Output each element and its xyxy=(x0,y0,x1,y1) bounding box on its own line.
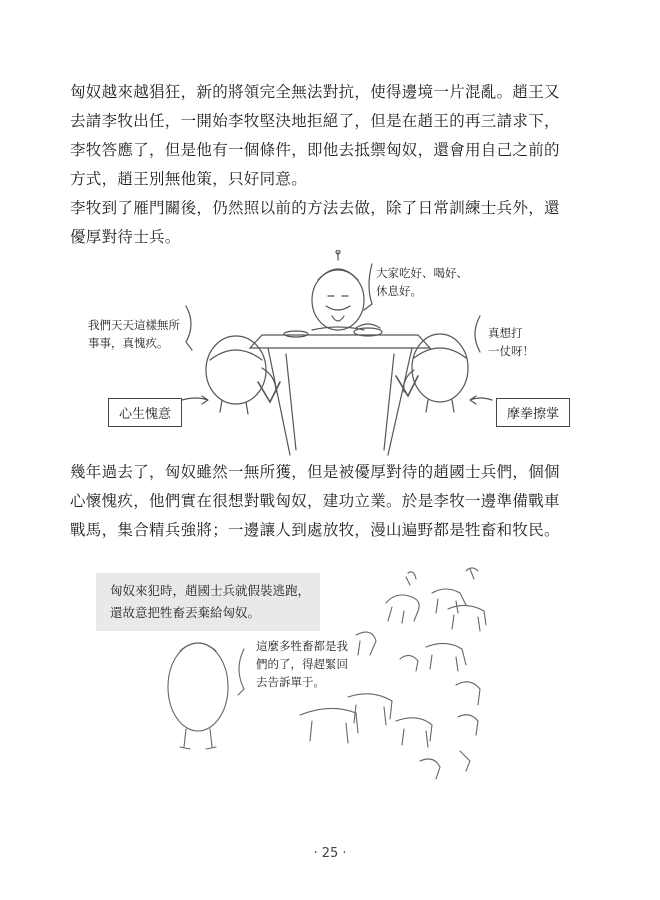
text-line: 優厚對待士兵。 xyxy=(70,228,181,246)
bubble-line: 們的了，得趕緊回 xyxy=(256,657,348,671)
bubble-line: 這麼多牲畜都是我 xyxy=(256,639,348,653)
general-figure xyxy=(312,250,364,330)
illustration-banquet xyxy=(0,250,660,460)
paragraph-years-later xyxy=(70,458,590,545)
bubble-line: 休息好。 xyxy=(376,284,422,298)
text-line: 方式，趙王別無他策，只好同意。 xyxy=(70,170,308,188)
text-line: 戰馬，集合精兵強將；一邊讓人到處放牧，漫山遍野都是牲畜和牧民。 xyxy=(70,521,560,539)
text-line: 心懷愧疚，他們實在很想對戰匈奴，建功立業。於是李牧一邊準備戰車 xyxy=(70,492,560,510)
bubble-line: 一仗呀！ xyxy=(488,344,534,358)
left-label-arrow xyxy=(182,396,208,404)
left-soldier-speech-bubble xyxy=(88,316,180,352)
page-number: · 25 · xyxy=(313,846,347,861)
illustration-livestock xyxy=(0,565,660,815)
right-soldier-speech-bubble xyxy=(488,324,534,360)
label-guilty-feeling: 心生愧意 xyxy=(108,398,182,427)
paragraph-intro xyxy=(70,78,590,252)
banquet-sketch xyxy=(0,250,660,460)
bubble-line: 大家吃好、喝好、 xyxy=(376,266,468,280)
xiongnu-soldier xyxy=(168,643,228,749)
text-line: 幾年過去了，匈奴雖然一無所獲，但是被優厚對待的趙國士兵們，個個 xyxy=(70,463,560,481)
narration-caption-box xyxy=(96,573,320,631)
caption-line: 還故意把牲畜丟棄給匈奴。 xyxy=(110,605,261,620)
bubble-line: 事事，真愧疚。 xyxy=(88,336,169,350)
general-speech-bubble xyxy=(376,264,468,300)
label-eager-to-fight: 摩拳擦掌 xyxy=(496,398,570,427)
right-speech-mark xyxy=(475,316,480,352)
text-line: 去請李牧出任，一開始李牧堅決地拒絕了，但是在趙王的再三請求下， xyxy=(70,112,560,130)
xiongnu-speech-bubble xyxy=(256,637,348,691)
caption-line: 匈奴來犯時，趙國士兵就假裝逃跑， xyxy=(110,583,311,598)
bubble-line: 我們天天這樣無所 xyxy=(88,318,180,332)
left-speech-mark xyxy=(186,306,192,350)
right-label-arrow xyxy=(470,396,492,404)
bubble-line: 去告訴單于。 xyxy=(256,675,325,689)
xiongnu-speech-mark xyxy=(238,649,244,695)
general-speech-mark xyxy=(364,264,372,310)
text-line: 匈奴越來越猖狂，新的將領完全無法對抗，使得邊境一片混亂。趙王又 xyxy=(70,83,560,101)
bubble-line: 真想打 xyxy=(488,326,523,340)
text-line: 李牧到了雁門關後，仍然照以前的方法去做，除了日常訓練士兵外，還 xyxy=(70,199,560,217)
text-line: 李牧答應了，但是他有一個條件，即他去抵禦匈奴，還會用自己之前的 xyxy=(70,141,560,159)
